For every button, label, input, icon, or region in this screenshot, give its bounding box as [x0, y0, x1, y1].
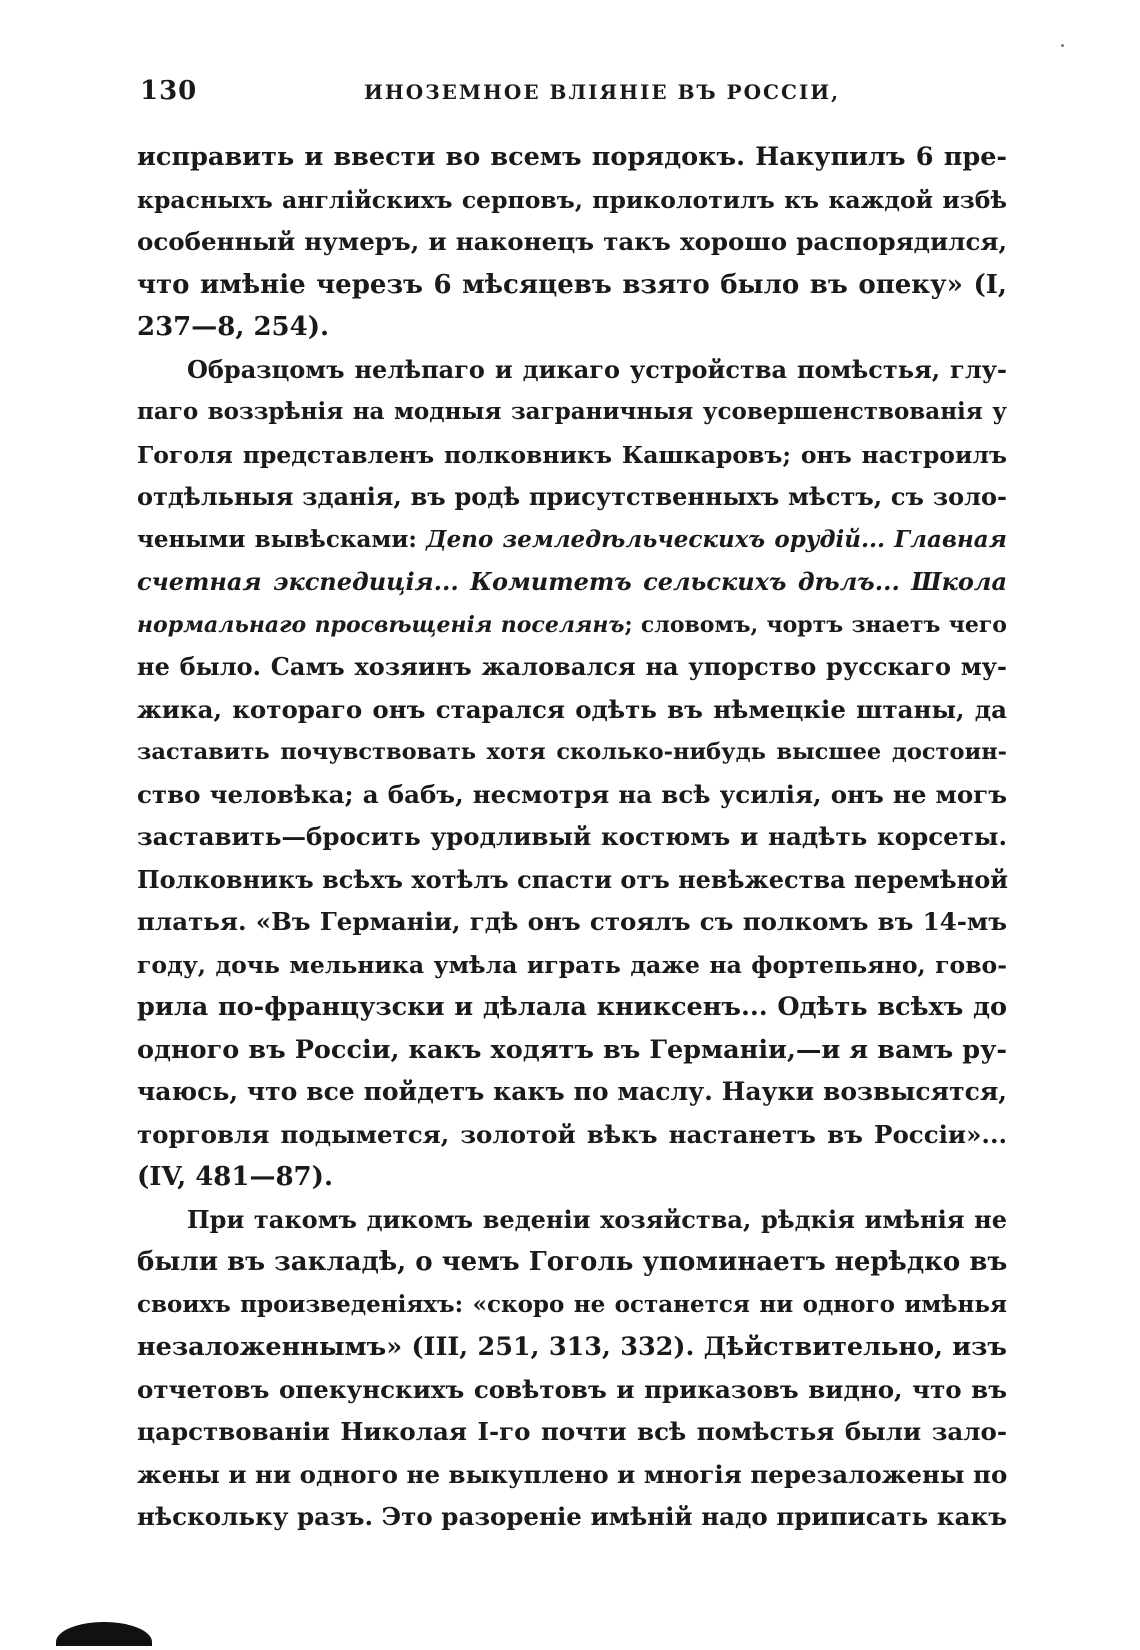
- body-text: [137, 136, 1007, 1539]
- running-title: ИНОЗЕМНОЕ ВЛІЯНІЕ ВЪ РОССІИ,: [364, 80, 841, 104]
- text-line: паго воззрѣнія на модныя заграничныя усовершенствованія у: [137, 398, 1007, 425]
- text-line: рила по-французски и дѣлала книксенъ... Одѣть всѣхъ до: [137, 992, 1007, 1022]
- text-line: исправить и ввести во всемъ порядокъ. Накупилъ 6 пре-: [137, 142, 1007, 172]
- text-line: 237—8, 254).: [137, 312, 330, 342]
- text-line: счетная экспедиція... Комитетъ сельскихъ дѣлъ... Школа: [137, 567, 1007, 596]
- text-line: отчетовъ опекунскихъ совѣтовъ и приказовъ видно, что въ: [137, 1374, 1007, 1404]
- page-number: 130: [140, 76, 198, 106]
- text-line: чеными вывѣсками: Депо земледѣльческихъ орудій... Главная: [137, 525, 1007, 553]
- text-line: нормальнаго просвѣщенія поселянъ; словомъ, чортъ знаетъ чего: [137, 611, 1007, 638]
- ink-blot: [56, 1622, 152, 1646]
- text-line: одного въ Россіи, какъ ходятъ въ Германіи,—и я вамъ ру-: [137, 1034, 1007, 1065]
- paper-speck: [1061, 44, 1064, 47]
- text-line: При такомъ дикомъ веденіи хозяйства, рѣдкія имѣнія не: [187, 1204, 1007, 1234]
- text-line: отдѣльныя зданія, въ родѣ присутственныхъ мѣстъ, съ золо-: [137, 482, 1007, 511]
- text-line: жены и ни одного не выкуплено и многія перезаложены по: [137, 1459, 1008, 1489]
- text-line: торговля подымется, золотой вѣкъ настанетъ въ Россіи»...: [137, 1119, 1007, 1149]
- italic-text: нормальнаго просвѣщенія поселянъ: [137, 611, 625, 638]
- text-line: Гоголя представленъ полковникъ Кашкаровъ; онъ настроилъ: [137, 440, 1007, 469]
- text-line: году, дочь мельника умѣла играть даже на фортепьяно, гово-: [137, 950, 1007, 979]
- text-line: чаюсь, что все пойдетъ какъ по маслу. Науки возвысятся,: [137, 1077, 1007, 1106]
- text-line: что имѣніе черезъ 6 мѣсяцевъ взято было въ опеку» (I,: [137, 269, 1007, 300]
- page-header: [140, 76, 1010, 110]
- text-line: Образцомъ нелѣпаго и дикаго устройства помѣстья, глу-: [187, 354, 1007, 384]
- text-line: платья. «Въ Германіи, гдѣ онъ стоялъ съ полкомъ въ 14-мъ: [137, 907, 1007, 936]
- text-line: особенный нумеръ, и наконецъ такъ хорошо распорядился,: [137, 227, 1007, 256]
- text-line: были въ закладѣ, о чемъ Гоголь упоминаетъ нерѣдко въ: [137, 1247, 1008, 1277]
- text-line: (IV, 481—87).: [137, 1162, 334, 1192]
- text-line: царствованіи Николая I-го почти всѣ помѣстья были зало-: [137, 1417, 1007, 1446]
- text-line: нѣскольку разъ. Это разореніе имѣній надо приписать какъ: [137, 1502, 1007, 1531]
- text-line: красныхъ англійскихъ серповъ, приколотилъ къ каждой избѣ: [137, 185, 1007, 214]
- text-line: заставить—бросить уродливый костюмъ и надѣть корсеты.: [137, 822, 1007, 851]
- text-line: заставить почувствовать хотя сколько-нибудь высшее достоин-: [137, 739, 1007, 765]
- text-line: ство человѣка; а бабъ, несмотря на всѣ усилія, онъ не могъ: [137, 779, 1007, 809]
- text-line: незаложеннымъ» (III, 251, 313, 332). Дѣйствительно, изъ: [137, 1332, 1007, 1362]
- text-line: не было. Самъ хозяинъ жаловался на упорство русскаго му-: [137, 652, 1007, 681]
- text-line: жика, котораго онъ старался одѣть въ нѣмецкіе штаны, да: [137, 694, 1007, 724]
- text-line: своихъ произведеніяхъ: «скоро не останется ни одного имѣнья: [137, 1290, 1007, 1318]
- text-line: Полковникъ всѣхъ хотѣлъ спасти отъ невѣжества перемѣной: [137, 864, 1009, 894]
- italic-text: Депо земледѣльческихъ орудій... Главная: [426, 525, 1007, 553]
